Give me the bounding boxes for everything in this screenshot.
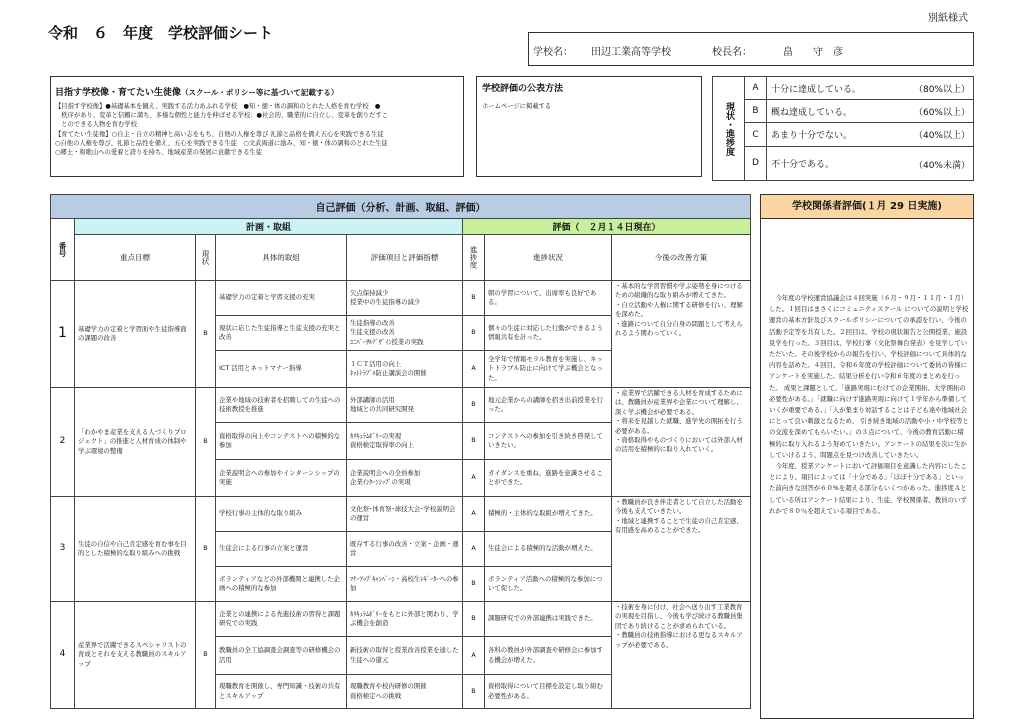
result-cell: 生徒会による積極的な活動が増えた。 bbox=[485, 532, 612, 567]
group-number: 4 bbox=[51, 602, 75, 709]
metric-cell: ｶﾘｷｭﾗﾑﾎﾞﾘｰの実現 資格検定取得率の向上 bbox=[347, 423, 463, 460]
result-cell: 各科の教員が外部調査や研修会に参加する機会が増えた。 bbox=[485, 637, 612, 675]
publication-text: ホームページに掲載する bbox=[482, 103, 552, 110]
school-info-box bbox=[528, 32, 974, 66]
improvement-plan: ・教職員が良き伴走者として自立した活動を今後も支えていきたい。 ・地域と連携することで生徒の自己肯定感、有用感を高めることができた。 bbox=[612, 497, 751, 602]
result-cell: 積極的・主体的な取組が増えてきた。 bbox=[485, 497, 612, 532]
progress-cell: A bbox=[463, 497, 485, 532]
group-status: B bbox=[196, 497, 216, 602]
result-cell: 地元企業からの講師を招き出前授業を行った。 bbox=[485, 388, 612, 423]
result-cell: 全学年で情報モラル教育を実施し、ネットトラブル防止に向けて学ぶ機会となった。 bbox=[485, 351, 612, 388]
group-status: B bbox=[196, 388, 216, 497]
col-action: 具体的取組 bbox=[216, 235, 347, 281]
publication-box bbox=[476, 76, 702, 177]
eval-header: 評価（ ２月１４日現在） bbox=[463, 219, 751, 235]
school-label: 学校名： bbox=[533, 47, 573, 58]
progress-cell: B bbox=[463, 316, 485, 351]
group-number: 1 bbox=[51, 281, 75, 388]
action-cell: 現職教育を開催し、専門知識・技術の共有とスキルアップ bbox=[216, 675, 347, 709]
grade-d-pct: （40%未満） bbox=[913, 160, 970, 171]
progress-cell: B bbox=[463, 675, 485, 709]
goals-line: 【目指す学校像】●基礎基本を観え、実践する活力あふれる学校 ●知・徳・体の調和のとれた人格を育む学校 ● bbox=[55, 103, 381, 110]
result-cell: 個々の生徒に対応した行動ができるよう情報共有を計った。 bbox=[485, 316, 612, 351]
col-focus: 重点目標 bbox=[75, 235, 196, 281]
self-eval-title: 自己評価（分析、計画、取組、評価） bbox=[51, 195, 751, 219]
col-number: 番号 bbox=[58, 242, 67, 257]
grade-d-desc: 不十分である。 bbox=[771, 159, 835, 170]
metric-cell: 外部講師の活用 地域との共同研究開発 bbox=[347, 388, 463, 423]
col-metric: 評価項目と評価指標 bbox=[347, 235, 463, 281]
result-cell: ガイダンスを重ね、進路を意識させることができた。 bbox=[485, 460, 612, 497]
result-cell: ボランティア活動への積極的な参加について促した。 bbox=[485, 567, 612, 602]
grade-c-pct: （40%以上） bbox=[913, 131, 970, 142]
grade-a-desc: 十分に達成している。 bbox=[771, 84, 862, 95]
stakeholder-eval-text: 今年度の学校運営協議会は４回実施（６月・９月・１１月・１月）した。１回目はまさくにコミュニティスクール についての説明と学校運営の基本方針及びスクールポリシーについての承認を行い、今後の活動予定等を共有した。２回目は、学校の現状報告と公開授業、施設見学を行った。３回目は、学校行事（文化祭舞台発表）を見学していただいた。その後学校からの報告を行い、学校評価について具体的な内容を話めた。４回目、令和６年度の学校評価について委員の皆様にアンケートを実施した。結果分析を行い令和６年度のまとめを行った。 成果と課題として、「進路実現にむけての企業開拓、大学開拓の必要性がある。」「就職に向けず進路実現に向けて１学年から準備していくが重要である。」「人が集まり対話することは子ども達や地域社会にとって良い刺激となるため、 引き続き地域の活動や小・中学校等との交流を深めてもらいたい。」の３点について、今後の教育活動に積極的に取り入れるよう努めていきたい。アンケートの結果を次に生かしていけるよう、問題点を見つけ改善していきたい。 今年度、授業アンケートにおいて評価項目を意識した内容にしたことにより、項目によっては「十分である」「ほぼ十分である」といった前向きな回答が６０%を超える部分もいくつかあった。進捗度Ａとしている所はアンケート結果により、生徒、学校関係者、教員のいずれかで８０％を超えている項目である。 bbox=[769, 294, 969, 515]
goals-line: 【育てたい生徒像】○自主・自立の精神と高い志をもち、自他の人権を尊び 礼節と品格を備え五心を実践できる生徒 bbox=[55, 130, 384, 138]
action-cell: 学校行事の主体的な取り組み bbox=[216, 497, 347, 532]
grade-c-desc: あまり十分でない。 bbox=[771, 131, 853, 142]
progress-cell: A bbox=[463, 460, 485, 497]
group-number: 2 bbox=[51, 388, 75, 497]
plan-header: 計画・取組 bbox=[75, 219, 463, 235]
action-cell: 企業との連携による先進技術の習得と課題研究での実践 bbox=[216, 602, 347, 637]
grade-a-pct: （80%以上） bbox=[913, 85, 970, 95]
grade-b-desc: 概ね達成している。 bbox=[771, 107, 853, 118]
group-focus: 生徒の自信や自己肯定感を育む事を目的とした積極的な取り組みへの挑戦 bbox=[75, 497, 196, 602]
grade-a: A bbox=[745, 77, 767, 100]
group-status: B bbox=[196, 281, 216, 388]
metric-cell: 欠点保持減少 授業中の生徒指導の減少 bbox=[347, 281, 463, 316]
action-cell: 現状に応じた生徒指導と生徒支援の充実と改善 bbox=[216, 316, 347, 351]
action-cell: 資格取得の向上やコンテストへの積極的な参加 bbox=[216, 423, 347, 460]
improvement-plan: ・技術を身に付け、社会へ送り出す工業教育の実現を目指し、今後も学び続ける教職員集団であり続けることが求められている。 ・教職員の技術指導における更なるスキルアップが必要である。 bbox=[612, 602, 751, 709]
self-evaluation-table bbox=[50, 194, 751, 709]
stakeholder-eval-title: 学校関係者評価(１月 29 日実施) bbox=[761, 195, 973, 219]
metric-cell: ＩＣＴ活用の向上 ﾈｯﾄﾄﾗﾌﾞﾙ防止講演会の開催 bbox=[347, 351, 463, 388]
publication-heading: 学校評価の公表方法 bbox=[482, 84, 564, 94]
achievement-legend bbox=[712, 76, 974, 181]
group-focus: 基礎学力の定着と学習面や生徒指導面の課題の改善 bbox=[75, 281, 196, 388]
metric-cell: 現職教育や校内研修の開催 資格検定への挑戦 bbox=[347, 675, 463, 709]
metric-cell: ｶﾘｷｭﾗﾑﾎﾞﾘｰをもとに外部と関わり、学ぶ機会を創造 bbox=[347, 602, 463, 637]
goals-line: ○自他の人権を尊び、礼節と品性を備え、五心を実践できる生徒 ○文武両道に励み、知・徳・体の調和のとれた生徒 bbox=[55, 139, 388, 147]
grade-c: C bbox=[745, 123, 767, 146]
grade-b-pct: （60%以上） bbox=[913, 108, 970, 119]
group-status: B bbox=[196, 602, 216, 709]
progress-cell: A bbox=[463, 637, 485, 675]
goals-heading: 目指す学校像・育てたい生徒像 bbox=[55, 88, 182, 98]
grade-b: B bbox=[745, 100, 767, 123]
action-cell: ボランティアなどの外部機関と連携した企画への積極的な参加 bbox=[216, 567, 347, 602]
col-status: 現状 bbox=[201, 250, 210, 265]
improvement-plan: ・基本的な学習習慣や学ぶ姿勢を身につけるための組織的な取り組みが増えてきた。 ・自立活動や人権に関する研修を行い、理解を深めた。 ・進路について自分自身の問題として考えられるよう関わっていく。 bbox=[612, 281, 751, 388]
progress-cell: B bbox=[463, 567, 485, 602]
action-cell: 教職員の全工協調査会調査等の研修機会の活用 bbox=[216, 637, 347, 675]
goals-heading-note: （スクール・ポリシー等に基づいて記載する） bbox=[181, 88, 339, 97]
metric-cell: 既存する行事の改善・立案・企画・運営 bbox=[347, 532, 463, 567]
goals-line: ○郷土・和歌山への愛着と誇りを持ち、地域産業の発展に貢献できる生徒 bbox=[55, 149, 262, 157]
progress-cell: B bbox=[463, 602, 485, 637]
progress-cell: B bbox=[463, 388, 485, 423]
goals-box bbox=[50, 76, 464, 177]
action-cell: 企業説明会への参加やインターンシップの実施 bbox=[216, 460, 347, 497]
result-cell: コンテストへの参加を引き続き啓発していきたい。 bbox=[485, 423, 612, 460]
group-number: 3 bbox=[51, 497, 75, 602]
improvement-plan: ・産業界で活躍できる人材を育成するためには、教職員が産業界や企業について理解し、深く学ぶ機会が必要である。 ・将来を見越した就職、進学先の開拓を行う必要がある。 ・資格取得やものづくりにおいては外部人材の活用を積極的に取り入れていく。 bbox=[612, 388, 751, 497]
col-result: 進捗状況 bbox=[485, 235, 612, 281]
metric-cell: ﾏﾅｰｱｯﾌﾟｷｬﾝﾍﾟｰﾝ・高校生ﾚｷﾞｰﾀｰへの参加 bbox=[347, 567, 463, 602]
metric-cell: 企業説明会への全員参加 企業ｲﾝﾀｰﾝｼｯﾌﾟの実現 bbox=[347, 460, 463, 497]
progress-cell: B bbox=[463, 281, 485, 316]
progress-cell: B bbox=[463, 423, 485, 460]
result-cell: 資格取得について目標を設定し取り組む必要性がある。 bbox=[485, 675, 612, 709]
result-cell: 朝の学習について、出席率も良好である。 bbox=[485, 281, 612, 316]
progress-cell: A bbox=[463, 351, 485, 388]
group-focus: 「わかやま産業を支える人づくりプロジェクト」の推進と人材育成の体制や学ぶ環境の整備 bbox=[75, 388, 196, 497]
result-cell: 課題研究での外部連携は実践できた。 bbox=[485, 602, 612, 637]
achievement-label: 現状・進捗度 bbox=[724, 101, 734, 156]
page-title: 令和 ６ 年度 学校評価シート bbox=[48, 24, 274, 42]
col-plan: 今後の改善方策 bbox=[612, 235, 751, 281]
grade-d: D bbox=[745, 146, 767, 180]
progress-cell: A bbox=[463, 532, 485, 567]
action-cell: 企業や地域の技術者を招聘しての生徒への技術教授を推進 bbox=[216, 388, 347, 423]
school-name: 田辺工業高等学校 bbox=[591, 47, 671, 58]
goals-line: 秩序があり、変革と信頼に満ち、多様な個性と能力を伸ばせる学校：●社会的、職業的に自立し、変革を創りだすこ bbox=[55, 112, 388, 120]
metric-cell: 生徒指導の改善 生徒支援の改善 ﾕﾆﾊﾞｰｻﾙﾃﾞｻﾞｲﾝ授業の実践 bbox=[347, 316, 463, 351]
action-cell: ICT 活用とネットマナー指導 bbox=[216, 351, 347, 388]
col-progress: 進捗度 bbox=[469, 246, 478, 269]
stakeholder-eval-box bbox=[760, 194, 974, 719]
form-label: 別紙様式 bbox=[928, 13, 968, 24]
metric-cell: 文化祭･体育祭･球技大会･学校説明会の運営 bbox=[347, 497, 463, 532]
action-cell: 生徒会による行事の立案と運営 bbox=[216, 532, 347, 567]
principal-name: 畠 守 彦 bbox=[783, 47, 843, 58]
metric-cell: 新技術の取得と授業改善授業を通した生徒への還元 bbox=[347, 637, 463, 675]
group-focus: 産業界で活躍できるスペシャリストの育成とそれを支える教職員のスキルアップ bbox=[75, 602, 196, 709]
goals-line: とのできる人物を育む学校 bbox=[55, 121, 137, 129]
goals-text bbox=[55, 102, 463, 157]
principal-label: 校長名： bbox=[712, 47, 752, 58]
action-cell: 基礎学力の定着と学習支援の充実 bbox=[216, 281, 347, 316]
